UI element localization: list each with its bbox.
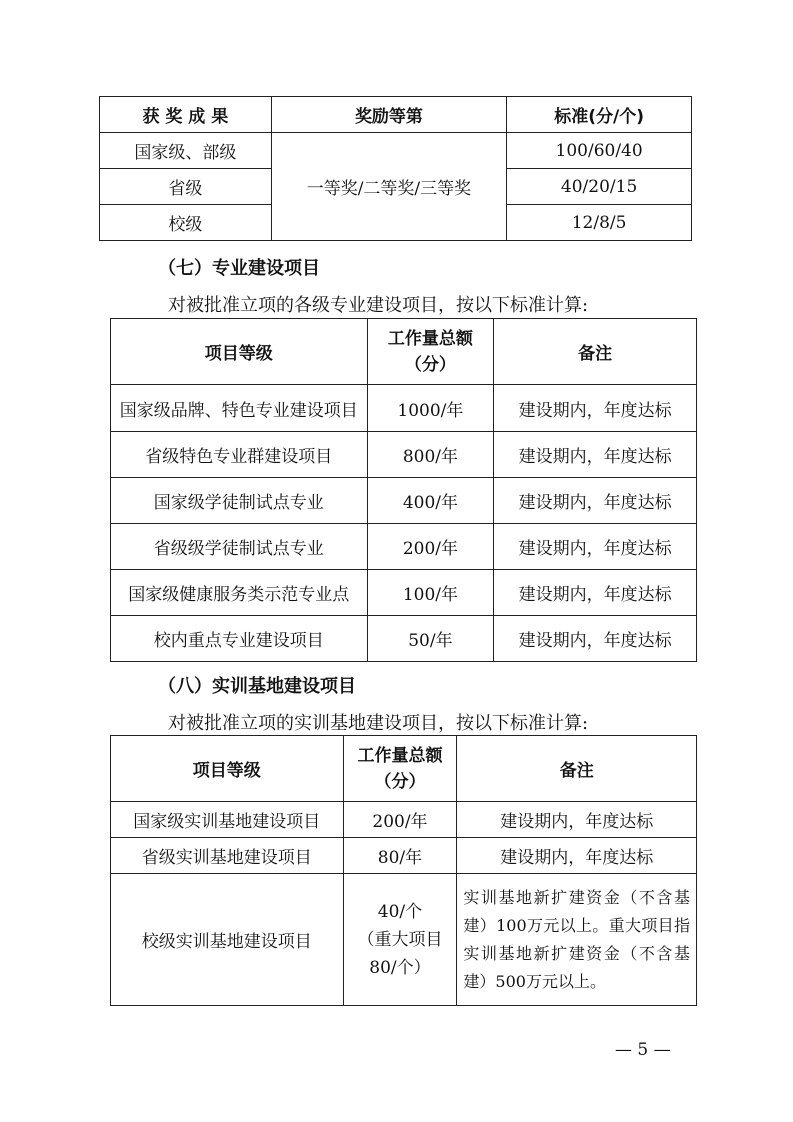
cell-level: 国家级健康服务类示范专业点: [111, 570, 368, 616]
table-row: [111, 524, 697, 570]
professional-construction-table: [110, 318, 697, 662]
cell-level: 国家级、部级: [100, 133, 272, 169]
header-workload: [367, 319, 494, 385]
header-workload-line2: （分）: [404, 354, 456, 375]
cell-level: 国家级学徒制试点专业: [111, 478, 368, 524]
header-workload-line1: 工作量总额: [387, 328, 473, 349]
cell-note: 建设期内，年度达标: [457, 802, 697, 838]
table-header-row: [111, 319, 697, 385]
section-title-8: （八）实训基地建设项目: [158, 676, 356, 697]
table-row: [111, 385, 697, 432]
cell-level: 校级: [100, 205, 272, 241]
cell-note: 建设期内，年度达标: [494, 616, 697, 662]
cell-workload: 100/年: [367, 570, 494, 616]
cell-level: 校内重点专业建设项目: [111, 616, 368, 662]
cell-level: 校级实训基地建设项目: [111, 874, 344, 1006]
header-project-level: 项目等级: [111, 736, 344, 802]
cell-workload: 200/年: [343, 802, 457, 838]
header-note: 备注: [494, 319, 697, 385]
cell-workload: 50/年: [367, 616, 494, 662]
cell-workload: 800/年: [367, 432, 494, 478]
cell-workload-line1: 40/个: [377, 901, 423, 922]
header-standard: 标准(分/个): [507, 97, 692, 133]
cell-standard: 12/8/5: [507, 205, 692, 241]
cell-level: 省级特色专业群建设项目: [111, 432, 368, 478]
cell-level: 省级: [100, 169, 272, 205]
cell-workload: 200/年: [367, 524, 494, 570]
header-award-result: 获 奖 成 果: [100, 97, 272, 133]
table-row: [111, 616, 697, 662]
header-workload: [343, 736, 457, 802]
table-row: [111, 570, 697, 616]
cell-workload: 400/年: [367, 478, 494, 524]
cell-note: 建设期内，年度达标: [494, 478, 697, 524]
header-note: 备注: [457, 736, 697, 802]
cell-note: 实训基地新扩建资金（不含基建）100万元以上。重大项目指实训基地新扩建资金（不含基建）500万元以上。: [457, 874, 697, 1006]
training-base-table: [110, 735, 697, 1006]
table-row: [111, 838, 697, 874]
section-intro-7: 对被批准立项的各级专业建设项目，按以下标准计算:: [168, 295, 589, 316]
page-number: — 5 —: [615, 1040, 671, 1060]
cell-grades: 一等奖/二等奖/三等奖: [271, 133, 507, 241]
cell-standard: 40/20/15: [507, 169, 692, 205]
header-project-level: 项目等级: [111, 319, 368, 385]
header-award-grade: 奖励等第: [271, 97, 507, 133]
cell-workload-line2: （重大项目: [357, 929, 443, 950]
table-row: [111, 478, 697, 524]
cell-level: 省级实训基地建设项目: [111, 838, 344, 874]
cell-level: 国家级品牌、特色专业建设项目: [111, 385, 368, 432]
cell-note: 建设期内，年度达标: [457, 838, 697, 874]
cell-workload: [343, 874, 457, 1006]
header-workload-line2: （分）: [374, 771, 426, 792]
cell-standard: 100/60/40: [507, 133, 692, 169]
table-row: [111, 432, 697, 478]
table-header-row: [111, 736, 697, 802]
awards-table: [99, 96, 692, 241]
table-row: [100, 133, 692, 169]
cell-level: 省级级学徒制试点专业: [111, 524, 368, 570]
section-intro-8: 对被批准立项的实训基地建设项目，按以下标准计算:: [168, 713, 589, 734]
cell-note: 建设期内，年度达标: [494, 570, 697, 616]
cell-note: 建设期内，年度达标: [494, 385, 697, 432]
cell-workload-line3: 80/个）: [369, 957, 431, 978]
header-workload-line1: 工作量总额: [357, 745, 443, 766]
cell-workload: 80/年: [343, 838, 457, 874]
cell-level: 国家级实训基地建设项目: [111, 802, 344, 838]
cell-workload: 1000/年: [367, 385, 494, 432]
cell-note: 建设期内，年度达标: [494, 432, 697, 478]
table-row: [111, 874, 697, 1006]
table-header-row: [100, 97, 692, 133]
table-row: [111, 802, 697, 838]
cell-note: 建设期内，年度达标: [494, 524, 697, 570]
section-title-7: （七）专业建设项目: [158, 258, 320, 279]
